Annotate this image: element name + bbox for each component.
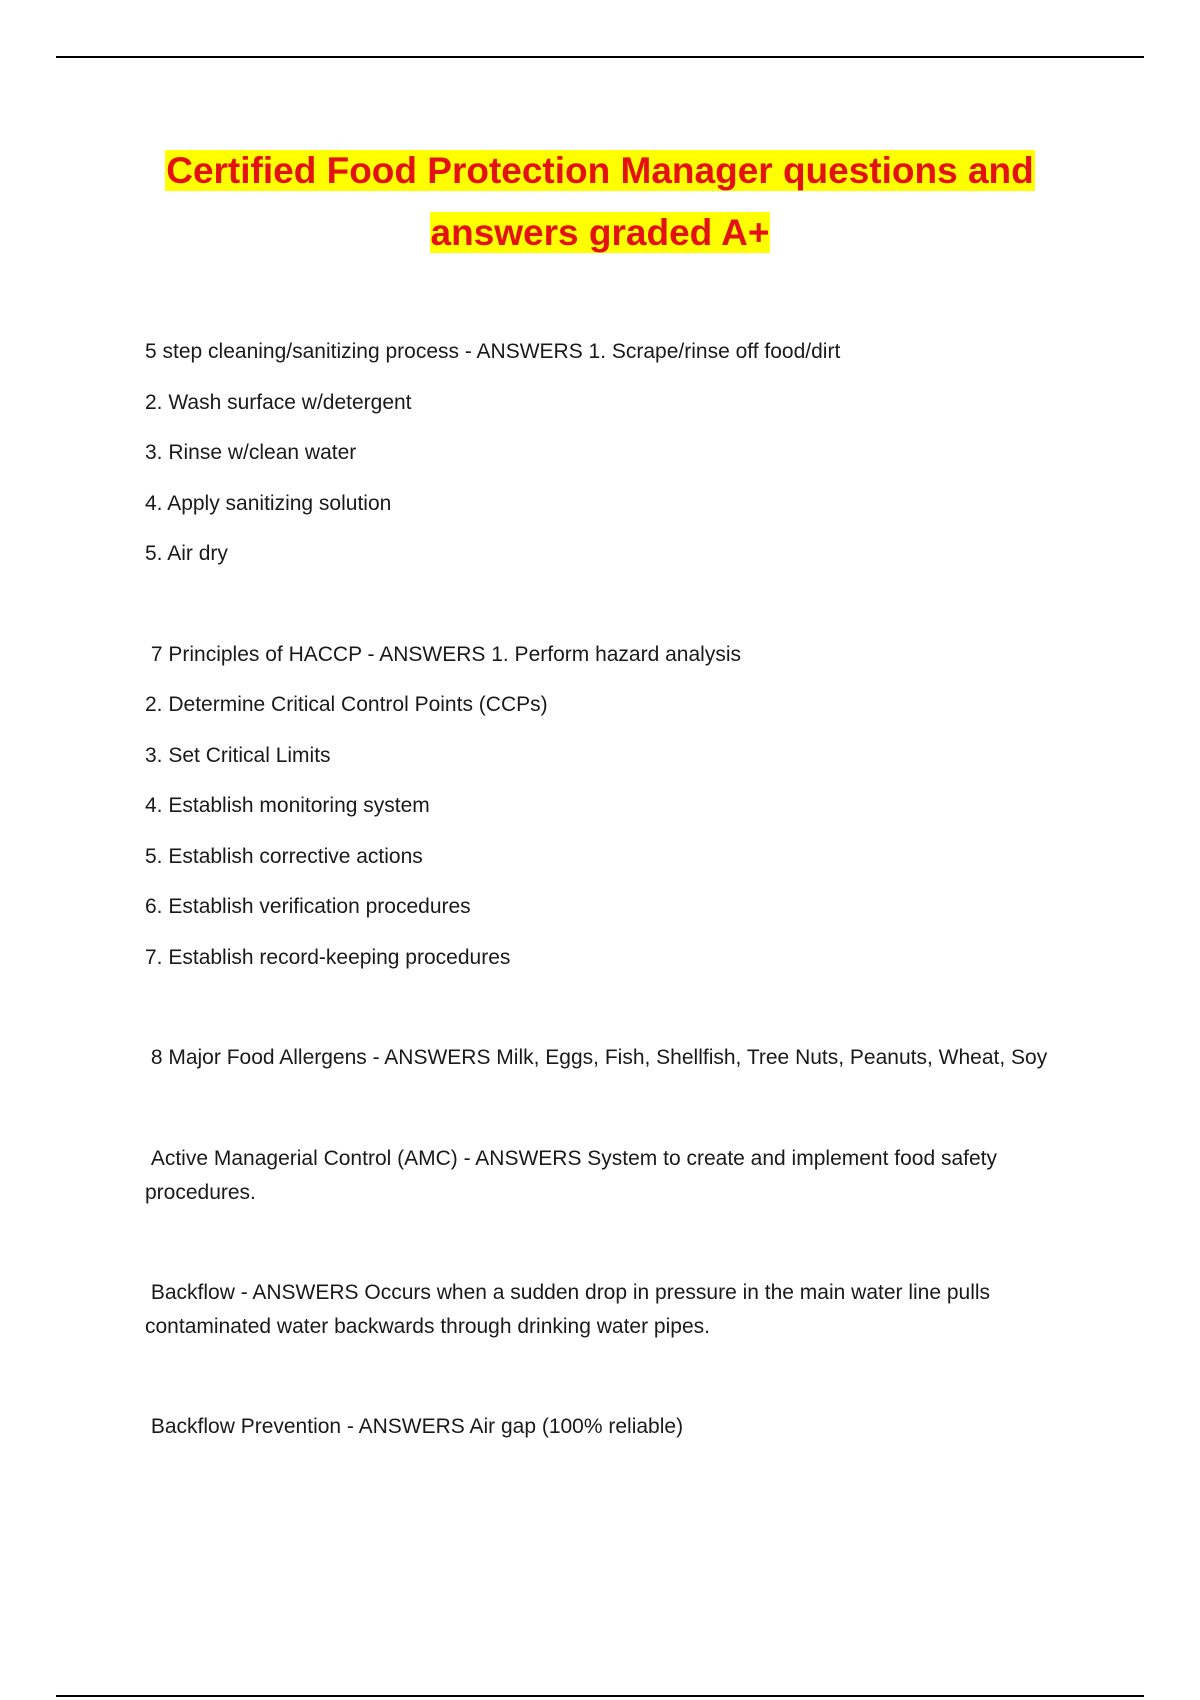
document-title xyxy=(60,140,1140,264)
top-rule xyxy=(56,56,1144,58)
qa-haccp-principles xyxy=(145,638,1085,992)
qa-line: 5 step cleaning/sanitizing process - ANSWERS 1. Scrape/rinse off food/dirt xyxy=(145,340,841,363)
qa-line: 7. Establish record-keeping procedures xyxy=(145,945,511,969)
qa-line: 5. Establish corrective actions xyxy=(145,844,423,868)
qa-backflow-prevention xyxy=(145,1410,1085,1461)
section-spacer xyxy=(145,1092,1085,1142)
section-spacer xyxy=(145,991,1085,1041)
section-spacer xyxy=(145,1344,1085,1410)
qa-major-allergens xyxy=(145,1041,1085,1092)
qa-line: 3. Set Critical Limits xyxy=(145,743,331,767)
title-line-1: Certified Food Protection Manager questions and xyxy=(166,150,1034,191)
section-spacer xyxy=(145,1210,1085,1276)
qa-cleaning-process xyxy=(145,335,1085,588)
qa-line: 7 Principles of HACCP - ANSWERS 1. Perform hazard analysis xyxy=(145,642,741,666)
qa-line: 4. Establish monitoring system xyxy=(145,794,430,817)
title-line-2: answers graded A+ xyxy=(430,212,770,253)
qa-line: 5. Air dry xyxy=(145,542,228,565)
qa-line: Active Managerial Control (AMC) - ANSWERS System to create and implement food safety procedures. xyxy=(145,1146,1003,1204)
document-body xyxy=(145,335,1085,1460)
qa-line: 2. Wash surface w/detergent xyxy=(145,390,412,414)
qa-line: 8 Major Food Allergens - ANSWERS Milk, Eggs, Fish, Shellfish, Tree Nuts, Peanuts, Wheat, Soy xyxy=(145,1046,1048,1069)
qa-active-managerial-control xyxy=(145,1142,1085,1210)
bottom-rule xyxy=(56,1695,1144,1697)
qa-backflow xyxy=(145,1276,1085,1344)
qa-line: 6. Establish verification procedures xyxy=(145,895,471,918)
qa-line: 4. Apply sanitizing solution xyxy=(145,491,392,515)
qa-line: Backflow Prevention - ANSWERS Air gap (100% reliable) xyxy=(145,1414,684,1438)
qa-line: 2. Determine Critical Control Points (CCPs) xyxy=(145,693,548,716)
qa-line: 3. Rinse w/clean water xyxy=(145,441,357,464)
qa-line: Backflow - ANSWERS Occurs when a sudden drop in pressure in the main water line pulls contaminated water backwards through drinking water pipes. xyxy=(145,1280,996,1338)
section-spacer xyxy=(145,588,1085,638)
